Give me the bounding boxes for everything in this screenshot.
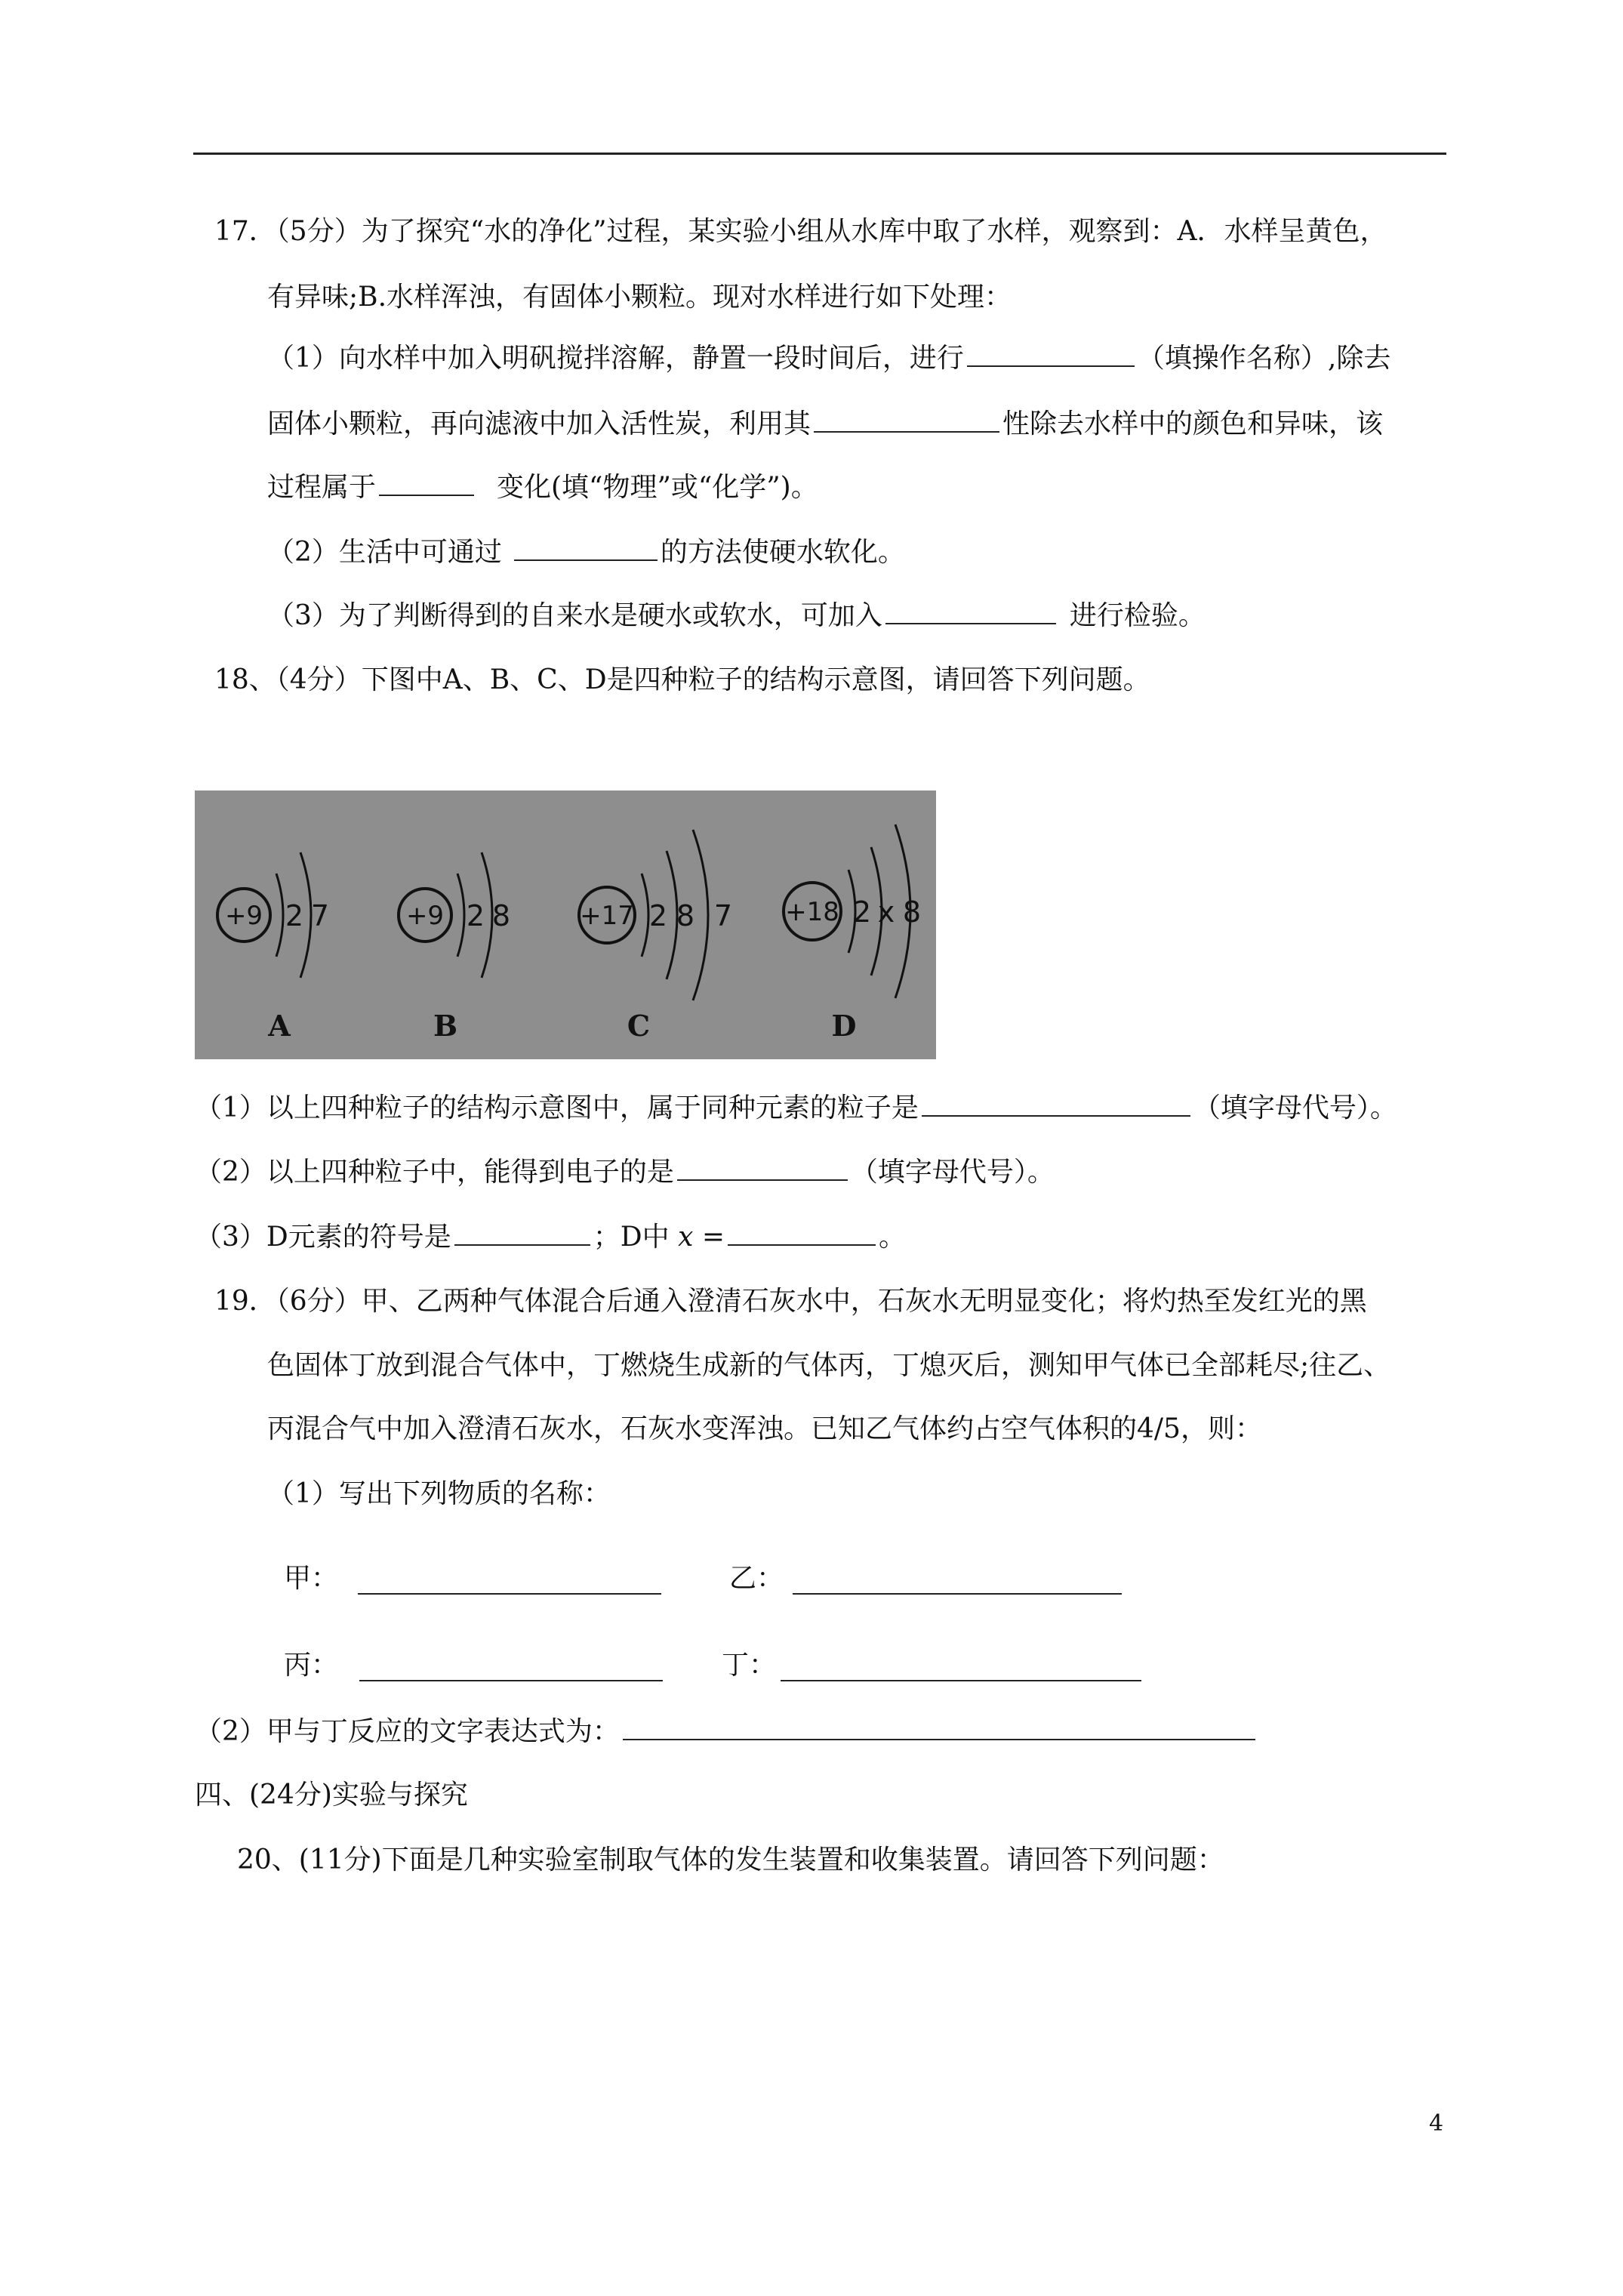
atom-b-label: B <box>433 1009 458 1043</box>
q19-ding-label: 丁： <box>722 1650 777 1681</box>
q17-line7: （3）为了判断得到的自来水是硬水或软水，可加入 进行检验。 <box>267 597 1206 634</box>
atom-c-shell-2: 8 <box>676 899 695 932</box>
q19-blank-bing[interactable] <box>359 1654 663 1681</box>
q18-sub2: （2）以上四种粒子中，能得到电子的是 （填字母代号）。 <box>195 1154 1055 1191</box>
atom-d-shell-1: 2 <box>852 895 872 929</box>
atom-c-label: C <box>627 1009 651 1043</box>
q18-blank-gain-electron[interactable] <box>677 1154 848 1181</box>
atom-c <box>579 830 732 1043</box>
q19-blank-jia[interactable] <box>358 1567 661 1595</box>
q17-line3: （1）向水样中加入明矾搅拌溶解，静置一段时间后，进行 （填操作名称）,除去 <box>267 340 1390 377</box>
header-rule <box>193 153 1446 155</box>
q18-blank-symbol[interactable] <box>454 1219 590 1246</box>
atom-b-nucleus: +9 <box>405 901 445 931</box>
q19-jia-label: 甲： <box>284 1563 339 1594</box>
atom-a <box>217 852 329 1043</box>
q19-line2: 色固体丁放到混合气体中，丁燃烧生成新的气体丙，丁熄灭后，测知甲气体已全部耗尽;往乙、 <box>267 1350 1391 1381</box>
q18-blank-same-element[interactable] <box>922 1089 1190 1117</box>
atom-c-shell-1: 2 <box>648 899 668 932</box>
atom-a-shell-2: 7 <box>310 899 330 932</box>
q19-yi-label: 乙： <box>729 1563 784 1594</box>
q18-blank-x-value[interactable] <box>728 1219 876 1246</box>
q19-blank-ding[interactable] <box>781 1654 1141 1681</box>
q17-line1: 17．（5分）为了探究“水的净化”过程，某实验小组从水库中取了水样，观察到：A．水样呈黄色， <box>214 216 1387 247</box>
q19-line4: （1）写出下列物质的名称： <box>267 1478 611 1509</box>
atom-a-label: A <box>268 1009 291 1043</box>
q18-sub3: （3）D元素的符号是 ；D中 x = 。 <box>195 1219 906 1256</box>
q19-line7: （2）甲与丁反应的文字表达式为： <box>195 1713 1258 1750</box>
atom-d-shell-2: x <box>877 895 895 929</box>
q17-blank-softening[interactable] <box>514 534 658 561</box>
atom-d <box>784 824 921 1043</box>
atom-d-shell-3: 8 <box>902 895 922 929</box>
atom-b <box>399 852 510 1043</box>
atom-d-nucleus: +18 <box>785 897 839 927</box>
q18-line1: 18、（4分）下图中A、B、C、D是四种粒子的结构示意图，请回答下列问题。 <box>214 664 1150 695</box>
atom-b-shell-2: 8 <box>491 899 511 932</box>
q17-blank-reagent[interactable] <box>885 597 1056 624</box>
q19-blank-yi[interactable] <box>793 1567 1122 1595</box>
q17-line5: 过程属于 变化(填“物理”或“化学”)。 <box>267 469 818 506</box>
q19-line1: 19．（6分）甲、乙两种气体混合后通入澄清石灰水中，石灰水无明显变化；将灼热至发红光的黑 <box>214 1286 1367 1317</box>
atom-b-shell-1: 2 <box>466 899 485 932</box>
q17-blank-change[interactable] <box>379 469 474 496</box>
q20-line1: 20、(11分)下面是几种实验室制取气体的发生装置和收集装置。请回答下列问题： <box>237 1845 1224 1875</box>
page-number: 4 <box>1429 2110 1444 2137</box>
atom-d-label: D <box>831 1009 857 1043</box>
atom-c-nucleus: +17 <box>580 901 634 931</box>
atom-a-nucleus: +9 <box>224 901 263 931</box>
q17-blank-operation[interactable] <box>967 340 1135 367</box>
q17-blank-property[interactable] <box>814 405 999 433</box>
q17-line2: 有异味;B.水样浑浊，有固体小颗粒。现对水样进行如下处理： <box>267 282 1012 313</box>
q17-line4: 固体小颗粒，再向滤液中加入活性炭，利用其 性除去水样中的颜色和异味，该 <box>267 405 1383 442</box>
atom-structure-diagrams <box>195 791 936 1059</box>
atom-a-shell-1: 2 <box>285 899 304 932</box>
q19-bing-label: 丙： <box>284 1650 339 1681</box>
section-4-heading: 四、(24分)实验与探究 <box>195 1780 468 1811</box>
atom-c-shell-3: 7 <box>713 899 733 932</box>
q19-line3: 丙混合气中加入澄清石灰水，石灰水变浑浊。已知乙气体约占空气体积的4/5，则： <box>267 1413 1262 1444</box>
q17-line6: （2）生活中可通过 的方法使硬水软化。 <box>267 534 905 571</box>
q18-sub1: （1）以上四种粒子的结构示意图中，属于同种元素的粒子是 （填字母代号）。 <box>195 1089 1397 1126</box>
q19-blank-equation[interactable] <box>623 1713 1255 1740</box>
